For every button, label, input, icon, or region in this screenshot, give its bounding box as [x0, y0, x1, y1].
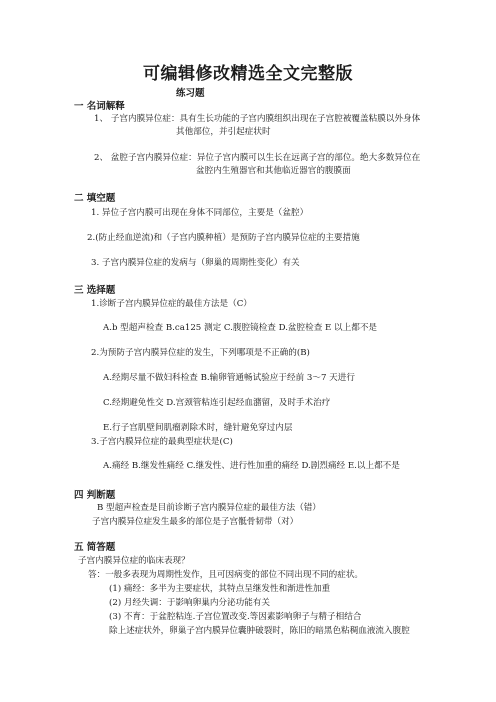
short-answer-additional: 除上述症状外，卵巢子宫内膜异位囊肿破裂时，陈旧的暗黑色粘稠血液流入腹腔	[109, 626, 410, 636]
true-false-item-2: 子宫内膜异位症发生最多的部位是子宫骶骨韧带（对）	[92, 517, 299, 527]
choice-question-1-options: A.b 型超声检查 B.ca125 测定 C.腹腔镜检查 D.盆腔检查 E 以上都不是	[103, 323, 378, 333]
short-answer-point-2: (2) 月经失调：于影响卵巢内分泌功能有关	[109, 598, 270, 608]
short-answer-question: 子宫内膜异位症的临床表现？	[78, 556, 190, 566]
short-answer-point-3: (3) 不育：于盆腔粘连.子宫位置改变.等因素影响卵子与精子相结合	[109, 612, 362, 622]
section-heading-short-answer: 五 简答题	[74, 542, 116, 553]
choice-question-2-options-a: A.经期尽量不做妇科检查 B.输卵管通畅试验应于经前 3～7 天进行	[103, 373, 355, 383]
section-heading-fill-in: 二 填空题	[74, 193, 116, 204]
fill-in-question-2: 2.(防止经血逆流)和（子宫内膜种植）是预防子宫内膜异位症的主要措施	[87, 233, 360, 243]
definition-1-line-2: 其他部位，并引起症状时	[176, 127, 271, 137]
section-heading-definitions: 一 名词解释	[74, 101, 125, 112]
page-title: 可编辑修改精选全文完整版	[143, 64, 353, 84]
true-false-item-1: B 型超声检查是目前诊断子宫内膜异位症的最佳方法（错）	[97, 503, 321, 513]
choice-question-2: 2.为预防子宫内膜异位症的发生，下列哪项是不正确的(B)	[91, 348, 310, 358]
choice-question-2-options-c: E.行子宫肌壁间肌瘤剥除术时，缝针避免穿过内层	[103, 423, 293, 433]
section-heading-multiple-choice: 三 选择题	[74, 285, 116, 296]
definition-1-line-1: 1、 子宫内膜异位症：具有生长功能的子宫内膜组织出现在子宫腔被覆盖粘膜以外身体	[94, 114, 421, 124]
section-heading-true-false: 四 判断题	[74, 490, 116, 501]
choice-question-3-options: A.痛经 B.继发性痛经 C.继发性、进行性加重的痛经 D.剧烈痛经 E.以上都不是	[103, 461, 400, 471]
definition-2-line-1: 2、 盆腔子宫内膜异位症：异位子宫内膜可以生长在远离子宫的部位。绝大多数异位在	[94, 153, 421, 163]
definition-2-line-2: 盆腔内生殖器官和其他临近器官的腹膜面	[196, 166, 351, 176]
choice-question-1: 1.诊断子宫内膜异位症的最佳方法是（C）	[91, 299, 252, 309]
page-subtitle: 练习题	[176, 88, 205, 99]
choice-question-2-options-b: C.经期避免性交 D.宫颈管粘连引起经血潴留，及时手术治疗	[103, 398, 331, 408]
choice-question-3: 3.子宫内膜异位症的最典型症状是(C)	[91, 437, 233, 447]
fill-in-question-1: 1. 异位子宫内膜可出现在身体不同部位，主要是（盆腔）	[91, 208, 309, 218]
short-answer-intro: 答：一般多表现为周期性发作，且可因病变的部位不同出现不同的症状。	[88, 570, 364, 580]
fill-in-question-3: 3. 子宫内膜异位症的发病与（卵巢的周期性变化）有关	[91, 258, 300, 268]
short-answer-point-1: (1) 痛经：多半为主要症状，其特点呈继发性和渐进性加重	[109, 584, 331, 594]
